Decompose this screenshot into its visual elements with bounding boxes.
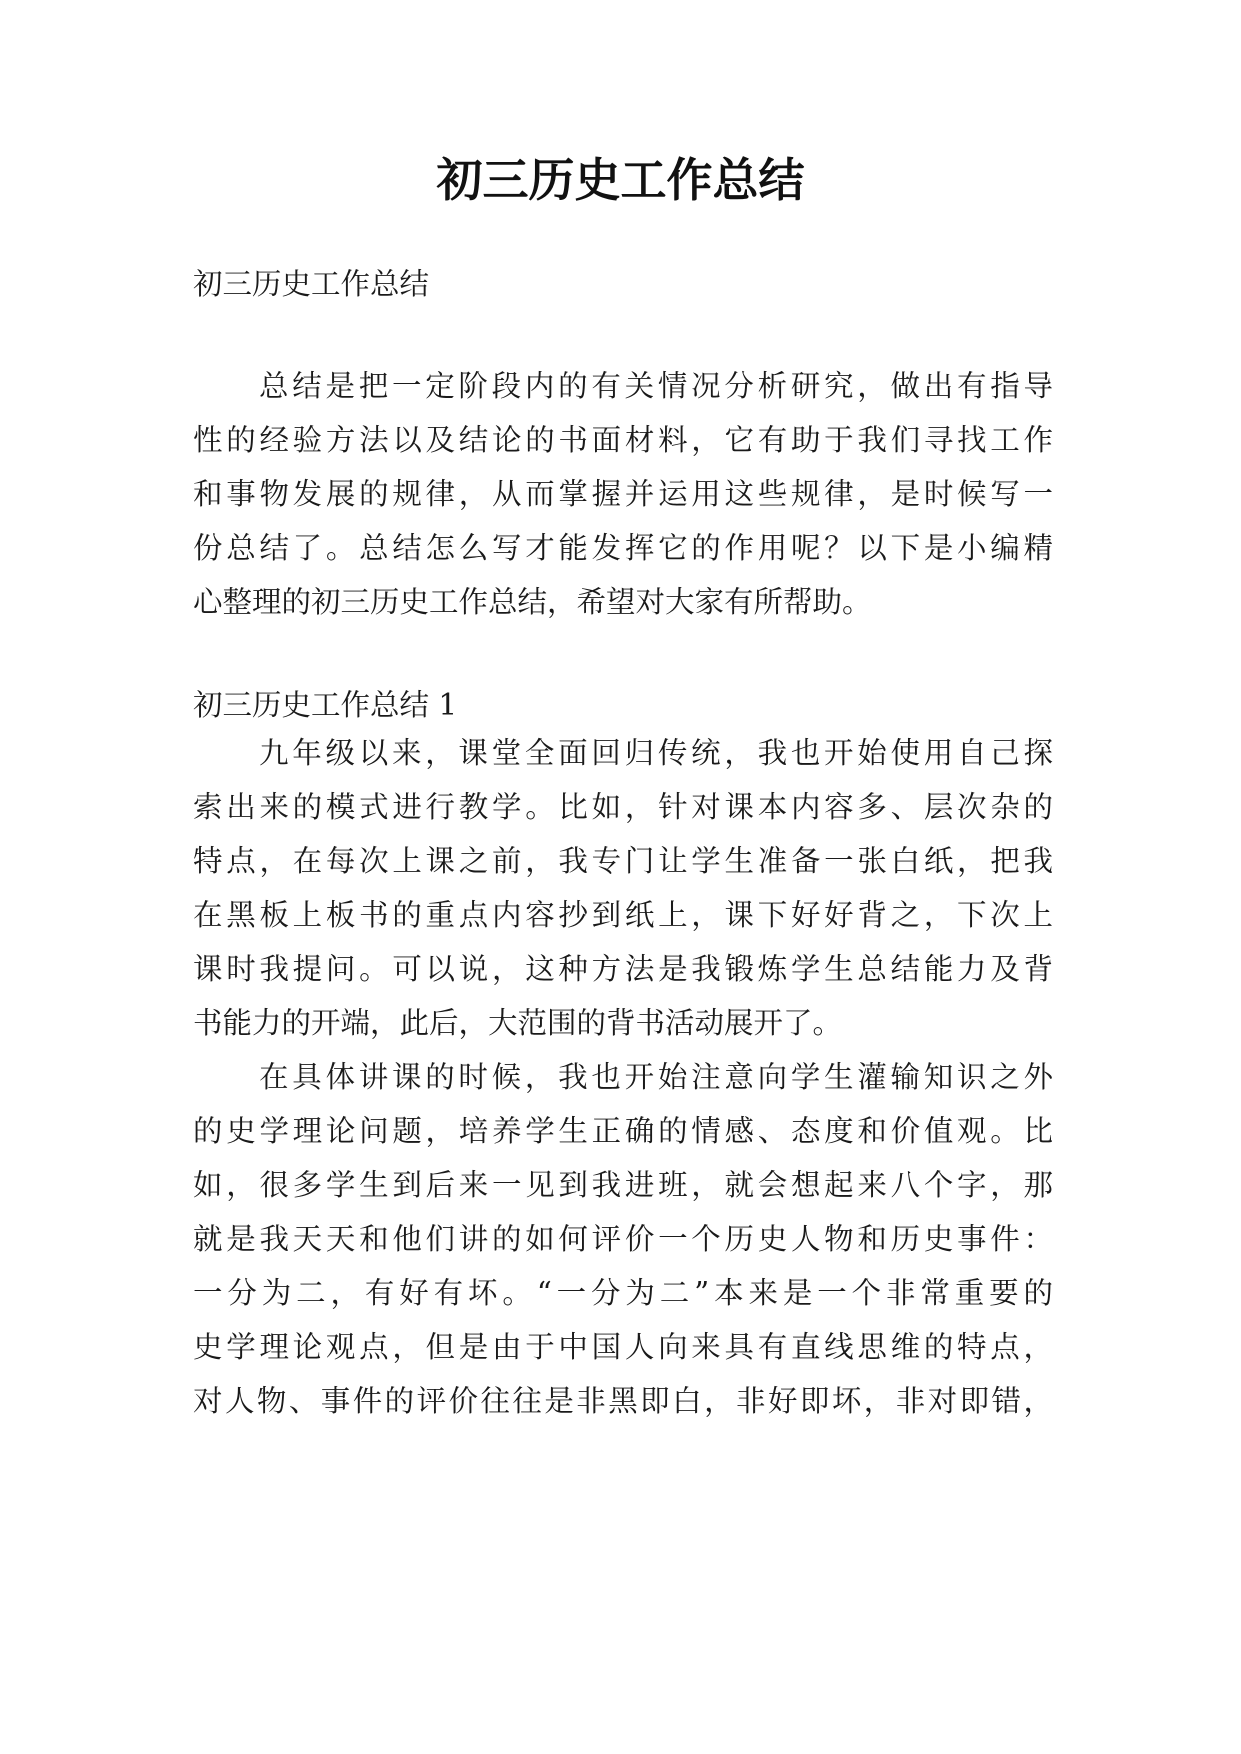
paragraph-line: 书能力的开端，此后，大范围的背书活动展开了。 <box>193 1006 843 1040</box>
paragraph-line: 在具体讲课的时候，我也开始注意向学生灌输知识之外 <box>259 1060 1053 1094</box>
paragraph-line: 史学理论观点，但是由于中国人向来具有直线思维的特点， <box>193 1330 1053 1364</box>
paragraph-line: 一分为二，有好有坏。“一分为二”本来是一个非常重要的 <box>193 1276 1053 1310</box>
paragraph-line: 就是我天天和他们讲的如何评价一个历史人物和历史事件： <box>193 1222 1053 1256</box>
paragraph-line: 索出来的模式进行教学。比如，针对课本内容多、层次杂的 <box>193 790 1053 824</box>
paragraph-line: 九年级以来，课堂全面回归传统，我也开始使用自己探 <box>259 736 1053 770</box>
paragraph-line: 总结是把一定阶段内的有关情况分析研究，做出有指导 <box>259 369 1053 403</box>
section-heading: 初三历史工作总结 1 <box>193 688 458 722</box>
paragraph-line: 心整理的初三历史工作总结，希望对大家有所帮助。 <box>193 585 872 619</box>
paragraph-line: 如，很多学生到后来一见到我进班，就会想起来八个字，那 <box>193 1168 1053 1202</box>
document-title: 初三历史工作总结 <box>436 153 805 207</box>
paragraph-line: 性的经验方法以及结论的书面材料，它有助于我们寻找工作 <box>193 423 1053 457</box>
paragraph-line: 课时我提问。可以说，这种方法是我锻炼学生总结能力及背 <box>193 952 1053 986</box>
paragraph-line: 的史学理论问题，培养学生正确的情感、态度和价值观。比 <box>193 1114 1053 1148</box>
paragraph-line: 在黑板上板书的重点内容抄到纸上，课下好好背之，下次上 <box>193 898 1053 932</box>
document-subtitle: 初三历史工作总结 <box>193 267 430 301</box>
paragraph-line: 对人物、事件的评价往往是非黑即白，非好即坏，非对即错， <box>193 1384 1053 1418</box>
paragraph-line: 特点，在每次上课之前，我专门让学生准备一张白纸，把我 <box>193 844 1053 878</box>
paragraph-line: 和事物发展的规律，从而掌握并运用这些规律，是时候写一 <box>193 477 1053 511</box>
paragraph-line: 份总结了。总结怎么写才能发挥它的作用呢？以下是小编精 <box>193 531 1053 565</box>
